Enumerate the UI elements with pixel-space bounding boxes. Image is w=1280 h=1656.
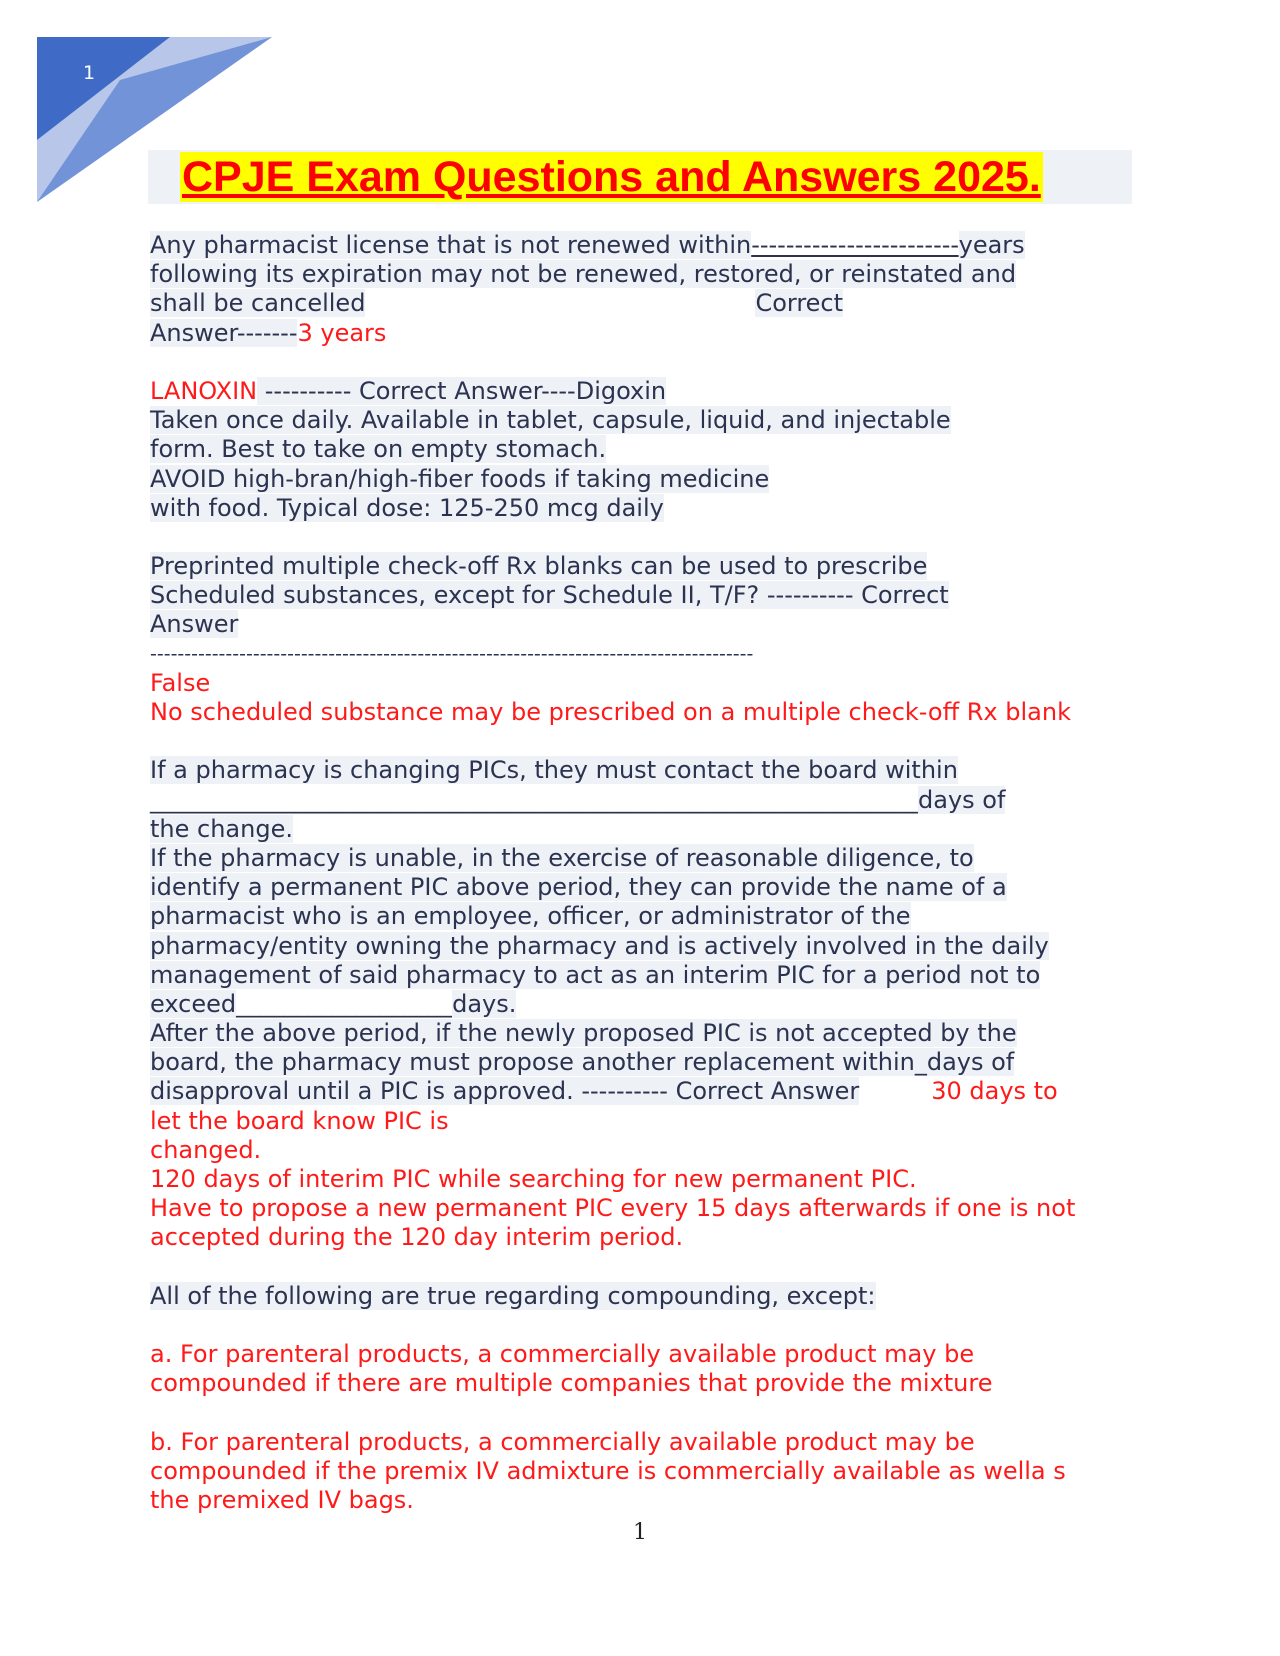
text-run: form. Best to take on empty stomach.	[150, 435, 607, 464]
text-line	[150, 932, 1140, 961]
answer-text: let the board know PIC is	[150, 1106, 449, 1135]
text-run: Answer-------	[150, 318, 298, 347]
text-run: Any pharmacist license that is not renewed within	[150, 231, 752, 259]
answer-text: accepted during the 120 day interim period.	[150, 1223, 684, 1252]
text-line	[150, 1369, 1140, 1398]
text-line	[150, 581, 1140, 610]
text-line	[150, 260, 1140, 289]
text-line	[150, 1107, 1140, 1136]
text-line	[150, 1019, 1140, 1048]
text-run: AVOID high-bran/high-fiber foods if taking medicine	[150, 464, 770, 493]
text-run: pharmacy/entity owning the pharmacy and is actively involved in the daily	[150, 931, 1049, 960]
text-line	[150, 552, 1140, 581]
header-page-number: 1	[83, 62, 96, 84]
text-line	[150, 1486, 1140, 1515]
text-line	[150, 1457, 1140, 1486]
text-line	[150, 844, 1140, 873]
text-line	[150, 610, 1140, 639]
option-b-text: compounded if the premix IV admixture is commercially available as wella s	[150, 1456, 1066, 1485]
text-line	[150, 961, 1140, 990]
document-body	[150, 231, 1140, 1515]
drug-name: LANOXIN	[150, 376, 258, 405]
text-line	[150, 640, 1140, 669]
answer-text: changed.	[150, 1135, 262, 1164]
text-run: management of said pharmacy to act as an interim PIC for a period not to	[150, 960, 1041, 989]
text-run: If a pharmacy is changing PICs, they must contact the board within	[150, 756, 958, 785]
text-line	[150, 435, 1140, 464]
text-line	[150, 406, 1140, 435]
text-run: with food. Typical dose: 125-250 mcg daily	[150, 493, 664, 522]
separator-dashes: ----------------------------------------------------------------------------------------	[150, 642, 754, 665]
text-line	[150, 698, 1140, 727]
text-line	[150, 1136, 1140, 1165]
answer-text: Have to propose a new permanent PIC every 15 days afterwards if one is not	[150, 1194, 1076, 1223]
option-b-text: b. For parenteral products, a commercially available product may be	[150, 1427, 975, 1456]
text-line	[150, 494, 1140, 523]
text-run: After the above period, if the newly proposed PIC is not accepted by the	[150, 1019, 1017, 1048]
text-line	[150, 902, 1140, 931]
text-line	[150, 1194, 1140, 1223]
text-run: ---------- Correct Answer----Digoxin	[257, 376, 667, 405]
answer-text: 30 days to	[931, 1077, 1058, 1106]
text-line	[150, 786, 1140, 815]
text-line	[150, 1428, 1140, 1457]
answer-text: False	[150, 668, 211, 697]
text-run: All of the following are true regarding compounding, except:	[150, 1281, 876, 1310]
text-run: shall be cancelled	[150, 289, 366, 318]
answer-text: 3 years	[297, 318, 387, 347]
text-run: years	[958, 231, 1025, 259]
text-line	[150, 1223, 1140, 1252]
text-line	[150, 377, 1140, 406]
text-line	[150, 1282, 1140, 1311]
text-run: Taken once daily. Available in tablet, capsule, liquid, and injectable	[150, 406, 951, 435]
text-run: following its expiration may not be renewed, restored, or reinstated and	[150, 260, 1017, 289]
option-b-text: the premixed IV bags.	[150, 1486, 414, 1515]
answer-blank: ------------------------	[751, 231, 959, 259]
text-line	[150, 990, 1140, 1019]
text-run: pharmacist who is an employee, officer, or administrator of the	[150, 902, 911, 931]
text-line	[150, 1048, 1140, 1077]
answer-blank: ________________________________________________________________	[150, 785, 918, 814]
text-line	[150, 873, 1140, 902]
text-run: board, the pharmacy must propose another replacement within_days of	[150, 1048, 1015, 1077]
option-a-text: a. For parenteral products, a commercially available product may be	[150, 1340, 975, 1369]
text-run: identify a permanent PIC above period, they can provide the name of a	[150, 873, 1007, 902]
text-run: Scheduled substances, except for Schedule II, T/F? ---------- Correct	[150, 581, 949, 610]
text-line	[150, 289, 1140, 318]
text-line	[150, 319, 1140, 348]
page-title: CPJE Exam Questions and Answers 2025.	[182, 153, 1041, 201]
option-a-text: compounded if there are multiple companies that provide the mixture	[150, 1369, 993, 1398]
text-run: the change.	[150, 814, 293, 843]
text-run: If the pharmacy is unable, in the exercise of reasonable diligence, to	[150, 843, 974, 872]
footer-page-number: 1	[633, 1520, 647, 1545]
text-run: Correct	[755, 289, 844, 318]
text-line	[150, 1077, 1140, 1106]
text-run: days of	[918, 785, 1006, 814]
text-run: Answer	[150, 610, 239, 639]
text-line	[150, 465, 1140, 494]
text-line	[150, 231, 1140, 260]
text-run: disapproval until a PIC is approved. ---------- Correct Answer	[150, 1077, 860, 1106]
text-line	[150, 1165, 1140, 1194]
text-line	[150, 815, 1140, 844]
answer-text: No scheduled substance may be prescribed on a multiple check-off Rx blank	[150, 698, 1071, 726]
text-line	[150, 669, 1140, 698]
answer-text: 120 days of interim PIC while searching for new permanent PIC.	[150, 1165, 917, 1193]
text-run: days.	[452, 989, 517, 1018]
text-run: Preprinted multiple check-off Rx blanks can be used to prescribe	[150, 552, 928, 581]
text-run: exceed	[150, 989, 237, 1018]
text-line	[150, 1340, 1140, 1369]
text-line	[150, 756, 1140, 785]
answer-blank: __________________	[236, 989, 453, 1018]
